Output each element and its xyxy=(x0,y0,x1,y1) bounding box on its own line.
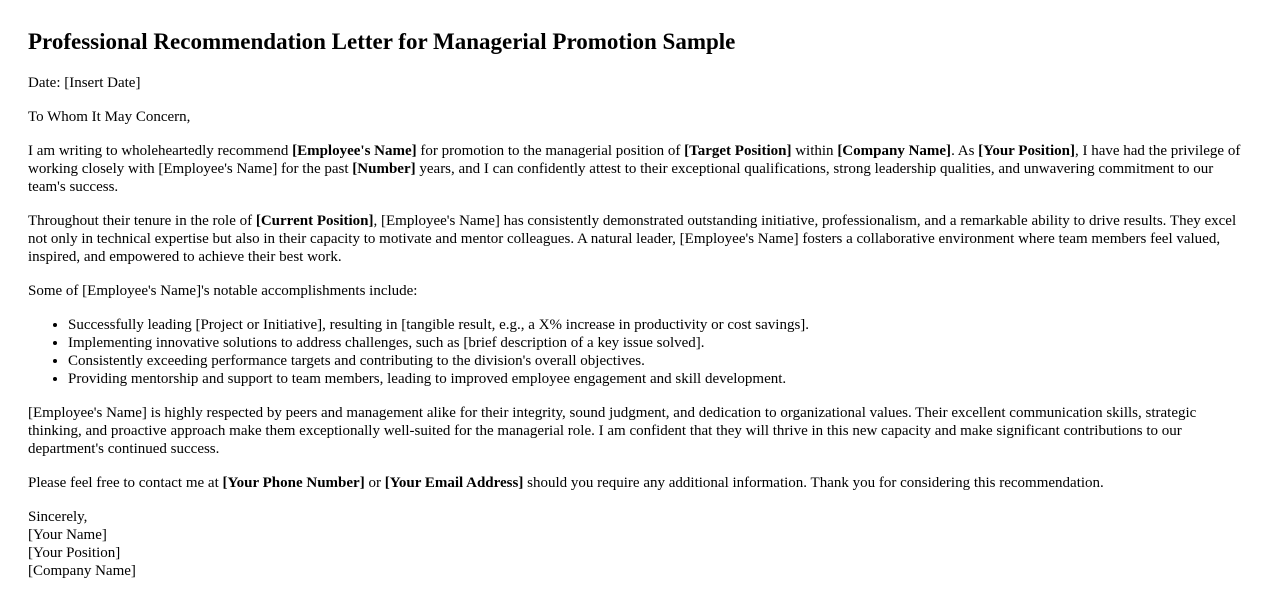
signer-name: [Your Name] xyxy=(28,527,107,543)
tenure-text-2: , [Employee's Name] has consistently demonstrated outstanding initiative, professionalism, and a remarkable ability to drive results. They excel not only in technical expertise but also in their capacity to motivate and mentor colleagues. A natural leader, [Employee's Name] fosters a collaborative environment where team members feel valued, inspired, and empowered to achieve their best work. xyxy=(28,213,1237,265)
respect-paragraph: [Employee's Name] is highly respected by peers and management alike for their integrity, sound judgment, and dedication to organizational values. Their excellent communication skills, strategic thinking, and proactive approach make them exceptionally well-suited for the managerial role. I am confident that they will thrive in this new capacity and make significant contributions to our department's continued success. xyxy=(28,405,1197,457)
intro-text-2: for promotion to the managerial position of xyxy=(416,143,685,159)
date-line: Date: [Insert Date] xyxy=(28,75,141,91)
tenure-text-1: Throughout their tenure in the role of xyxy=(28,213,256,229)
intro-text-6: years, and I can confidently attest to their exceptional qualifications, strong leadership qualities, and unwavering commitment to our team's success. xyxy=(28,161,1214,195)
contact-text-1: Please feel free to contact me at xyxy=(28,475,223,491)
page-title: Professional Recommendation Letter for Managerial Promotion Sample xyxy=(28,29,736,54)
target-position-placeholder: [Target Position] xyxy=(684,143,792,159)
list-item: • Consistently exceeding performance targets and contributing to the division's overall objectives. xyxy=(68,352,1250,370)
intro-text-5: , I have had the privilege of working closely with [Employee's Name] for the past xyxy=(28,143,1241,177)
employee-name-placeholder: [Employee's Name] xyxy=(292,143,417,159)
contact-paragraph xyxy=(28,474,1250,492)
tenure-paragraph xyxy=(28,212,1250,266)
signer-company: [Company Name] xyxy=(28,563,136,579)
intro-text-3: within xyxy=(791,143,838,159)
company-name-placeholder: [Company Name] xyxy=(837,143,952,159)
contact-text-3: should you require any additional information. Thank you for considering this recommendation. xyxy=(523,475,1104,491)
intro-text-1: I am writing to wholeheartedly recommend xyxy=(28,143,293,159)
email-address-placeholder: [Your Email Address] xyxy=(384,475,524,491)
number-placeholder: [Number] xyxy=(352,161,416,177)
intro-paragraph xyxy=(28,142,1250,196)
closing-block xyxy=(28,508,1250,580)
list-item: • Implementing innovative solutions to address challenges, such as [brief description of a key issue solved]. xyxy=(68,334,1250,352)
phone-number-placeholder: [Your Phone Number] xyxy=(222,475,365,491)
signer-position: [Your Position] xyxy=(28,545,121,561)
list-item: • Providing mentorship and support to team members, leading to improved employee engagement and skill development. xyxy=(68,370,1250,388)
salutation: To Whom It May Concern, xyxy=(28,109,191,125)
contact-text-2: or xyxy=(364,475,385,491)
sign-off: Sincerely, xyxy=(28,509,88,525)
current-position-placeholder: [Current Position] xyxy=(255,213,374,229)
accomplishments-intro: Some of [Employee's Name]'s notable accomplishments include: xyxy=(28,283,418,299)
list-item: • Successfully leading [Project or Initiative], resulting in [tangible result, e.g., a X% increase in productivity or cost savings]. xyxy=(68,316,1250,334)
intro-text-4: . As xyxy=(951,143,979,159)
your-position-placeholder: [Your Position] xyxy=(978,143,1075,159)
accomplishments-list xyxy=(28,316,1250,388)
